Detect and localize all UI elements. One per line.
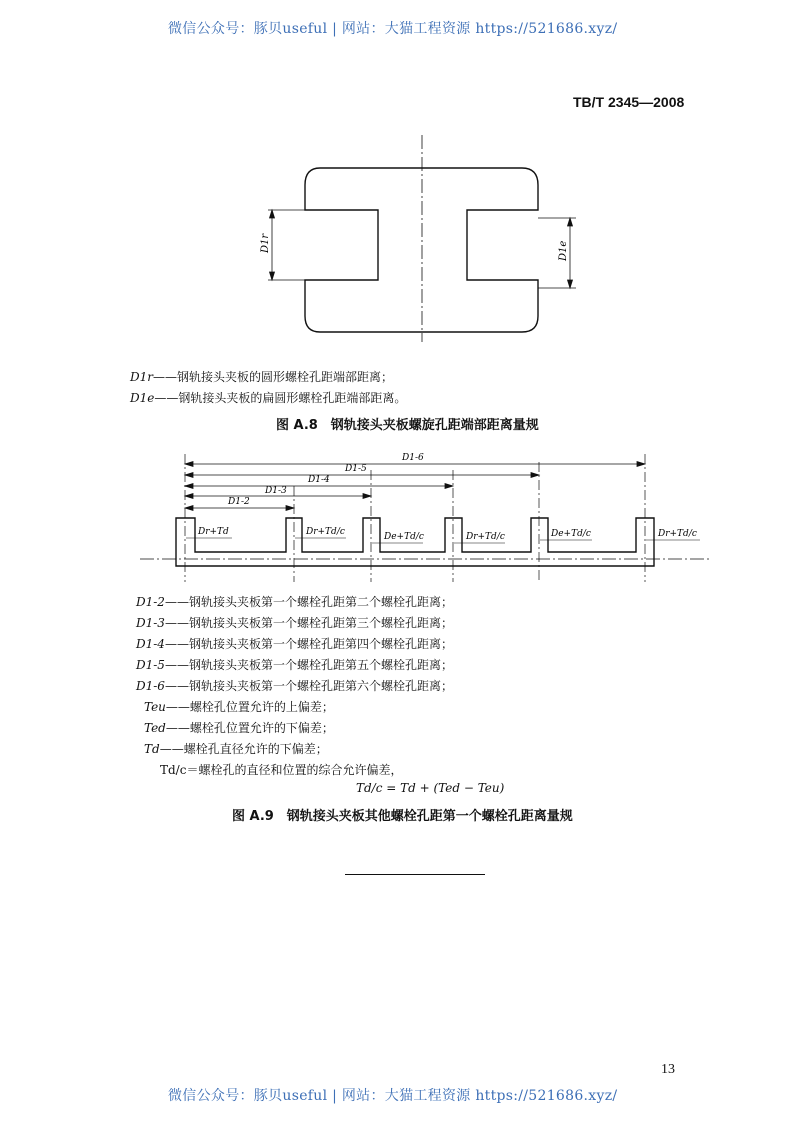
dim-d1e-label: D1e [558, 240, 569, 261]
figure-a9-legend [136, 592, 453, 760]
legend-text: ——钢轨接头夹板第一个螺栓孔距第六个螺栓孔距离； [164, 679, 453, 693]
legend-text: ——钢轨接头夹板第一个螺栓孔距第三个螺栓孔距离； [164, 616, 453, 630]
legend-row [130, 367, 406, 388]
legend-row [136, 697, 453, 718]
slot-label: Dr+Td [198, 527, 229, 537]
figure-a8-drawing [250, 130, 590, 345]
figure-a8-legend [130, 367, 406, 409]
bottom-banner: 微信公众号：豚贝useful | 网站：大猫工程资源 https://521686.xyz/ [168, 1088, 618, 1104]
slot-label: De+Td/c [551, 529, 591, 539]
legend-symbol: D1-4 [136, 637, 165, 651]
legend-row [130, 388, 406, 409]
figure-a9-note: Td/c＝螺栓孔的直径和位置的综合允许偏差， [160, 763, 403, 777]
legend-symbol: Teu [144, 700, 166, 714]
slot-label: Dr+Td/c [306, 527, 345, 537]
legend-symbol: D1r [130, 370, 153, 384]
gauge-outline [305, 168, 538, 332]
end-rule [345, 874, 485, 875]
legend-text: ——螺栓孔直径允许的下偏差； [159, 742, 328, 756]
legend-text: ——钢轨接头夹板的圆形螺栓孔距端部距离； [153, 370, 394, 384]
legend-symbol: D1-6 [136, 679, 165, 693]
legend-symbol: D1-5 [136, 658, 165, 672]
legend-symbol: D1e [130, 391, 155, 405]
top-banner: 微信公众号：豚贝useful | 网站：大猫工程资源 https://521686.xyz/ [168, 21, 618, 37]
figure-a9-formula: Td/c = Td + (Ted − Teu) [356, 781, 505, 795]
legend-text: ——钢轨接头夹板第一个螺栓孔距第二个螺栓孔距离； [164, 595, 453, 609]
legend-symbol: Td [144, 742, 160, 756]
standard-number: TB/T 2345—2008 [573, 94, 685, 110]
dim-d1-6-label: D1-6 [402, 453, 424, 463]
legend-row [136, 655, 453, 676]
figure-a9-drawing [140, 448, 710, 588]
legend-row [136, 634, 453, 655]
legend-row [136, 592, 453, 613]
legend-symbol: D1-2 [136, 595, 165, 609]
dim-d1-4-label: D1-4 [308, 475, 330, 485]
slot-label: De+Td/c [384, 532, 424, 542]
figure-a9-caption: 图 A.9 钢轨接头夹板其他螺栓孔距第一个螺栓孔距离量规 [232, 809, 573, 824]
legend-row [136, 613, 453, 634]
legend-row [136, 718, 453, 739]
dim-d1r-label: D1r [260, 233, 271, 253]
legend-symbol: Ted [144, 721, 166, 735]
dim-d1-3-label: D1-3 [265, 486, 287, 496]
legend-row [136, 739, 453, 760]
legend-text: ——钢轨接头夹板的扁圆形螺栓孔距端部距离。 [154, 391, 407, 405]
legend-symbol: D1-3 [136, 616, 165, 630]
slot-label: Dr+Td/c [466, 532, 505, 542]
figure-a8-caption: 图 A.8 钢轨接头夹板螺旋孔距端部距离量规 [276, 418, 539, 433]
legend-text: ——钢轨接头夹板第一个螺栓孔距第四个螺栓孔距离； [164, 637, 453, 651]
legend-text: ——钢轨接头夹板第一个螺栓孔距第五个螺栓孔距离； [164, 658, 453, 672]
slot-label: Dr+Td/c [658, 529, 697, 539]
legend-text: ——螺栓孔位置允许的下偏差； [165, 721, 334, 735]
legend-row [136, 676, 453, 697]
dim-d1-5-label: D1-5 [345, 464, 367, 474]
dim-d1-2-label: D1-2 [228, 497, 250, 507]
legend-text: ——螺栓孔位置允许的上偏差； [165, 700, 334, 714]
page-number: 13 [661, 1062, 675, 1077]
